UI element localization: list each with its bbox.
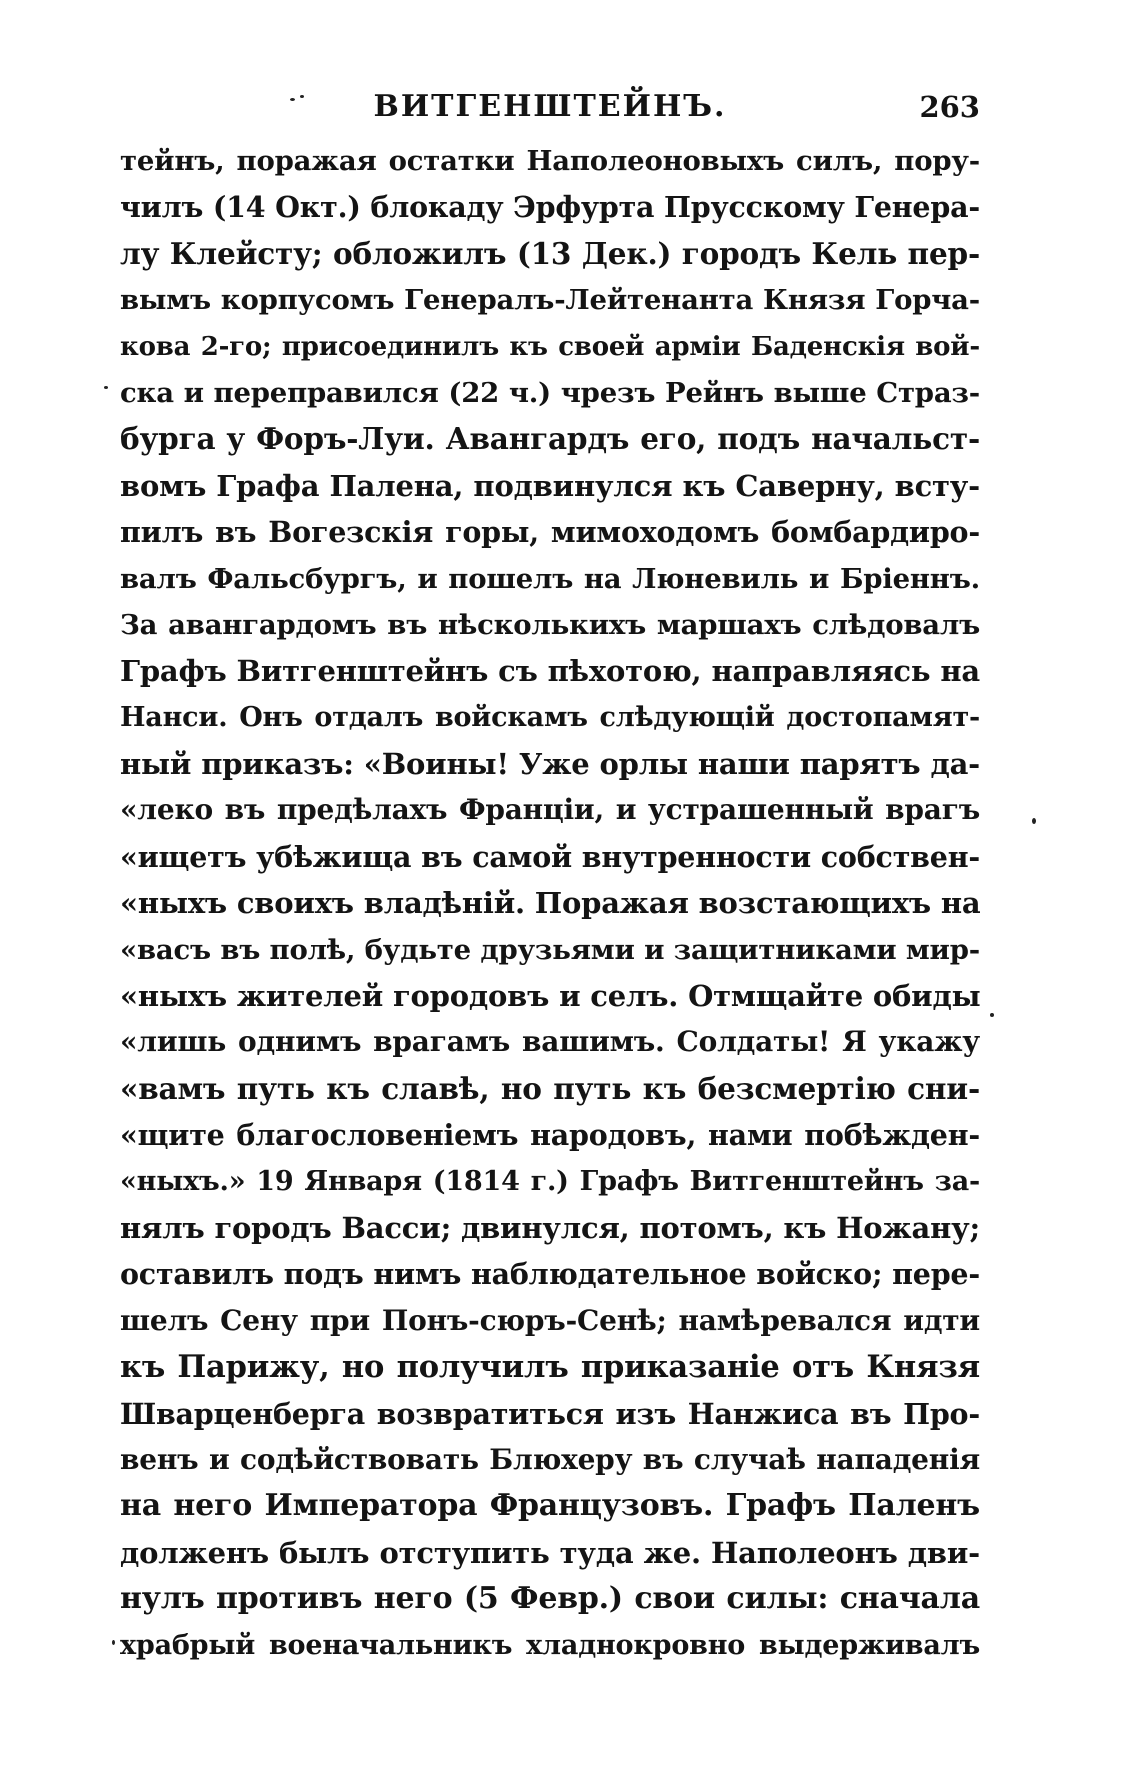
text-line: «щите благословеніемъ народовъ, нами побѣжден- — [120, 1118, 980, 1153]
text-line: венъ и содѣйствовать Блюхеру въ случаѣ нападенія — [120, 1442, 980, 1476]
text-line: ный приказъ: «Воины! Уже орлы наши парятъ да- — [120, 747, 980, 782]
page-header — [120, 82, 980, 132]
text-line: «лишь однимъ врагамъ вашимъ. Солдаты! Я укажу — [120, 1025, 980, 1059]
text-line: шелъ Сену при Понъ-сюръ-Сенѣ; намѣревался идти — [120, 1303, 980, 1337]
text-line: вомъ Графа Палена, подвинулся къ Саверну, всту- — [120, 468, 980, 503]
body-text — [120, 138, 980, 1669]
text-line: тейнъ, поражая остатки Наполеоновыхъ силъ, пору- — [120, 145, 980, 177]
text-line: пилъ въ Вогезскія горы, мимоходомъ бомбардиро- — [120, 515, 980, 550]
text-line: Графъ Витгенштейнъ съ пѣхотою, направляясь на — [120, 654, 980, 689]
text-line: нялъ городъ Васси; двинулся, потомъ, къ Ножану; — [120, 1210, 980, 1245]
text-line: на него Императора Французовъ. Графъ Паленъ — [120, 1488, 980, 1524]
text-line: «леко въ предѣлахъ Франціи, и устрашенный врагъ — [120, 793, 980, 827]
scan-speck — [990, 1013, 994, 1017]
running-title: ВИТГЕНШТЕЙНЪ. — [373, 89, 727, 124]
text-line: «ныхъ своихъ владѣній. Поражая возстающихъ на — [120, 886, 981, 921]
text-line: лу Клейсту; обложилъ (13 Дек.) городъ Кель пер- — [120, 235, 980, 271]
text-line: За авангардомъ въ нѣсколькихъ маршахъ слѣдовалъ — [120, 608, 980, 641]
text-line: чилъ (14 Окт.) блокаду Эрфурта Прусскому Генера- — [120, 190, 980, 225]
text-line: «ищетъ убѣжища въ самой внутренности собствен- — [120, 839, 980, 874]
text-line: «вамъ путь къ славѣ, но путь къ безсмертію сни- — [120, 1070, 980, 1106]
text-line: долженъ былъ отступить туда же. Наполеонъ дви- — [120, 1535, 980, 1570]
page-number: 263 — [919, 90, 980, 124]
scan-speck — [300, 95, 304, 98]
scan-speck — [1032, 818, 1036, 824]
text-line: Шварценберга возвратиться изъ Нанжиса въ Про- — [120, 1396, 980, 1431]
text-line: къ Парижу, но получилъ приказаніе отъ Князя — [120, 1349, 980, 1386]
scan-speck — [112, 1640, 115, 1645]
text-line: оставилъ подъ нимъ наблюдательное войско; пере- — [120, 1257, 980, 1292]
text-line: валъ Фальсбургъ, и пошелъ на Люневиль и Бріеннъ. — [120, 562, 980, 595]
text-line: храбрый военачальникъ хладнокровно выдерживалъ — [120, 1629, 980, 1661]
text-line: «ныхъ жителей городовъ и селъ. Отмщайте обиды — [120, 979, 981, 1014]
scan-speck — [104, 386, 108, 389]
text-line: ска и переправился (22 ч.) чрезъ Рейнъ выше Страз- — [120, 376, 980, 409]
text-line: нулъ противъ него (5 Февр.) свои силы: сначала — [120, 1581, 980, 1617]
text-line: бурга у Форъ-Луи. Авангардъ его, подъ начальст- — [120, 421, 980, 457]
text-line: вымъ корпусомъ Генералъ-Лейтенанта Князя Горча- — [120, 284, 980, 317]
text-line: «ныхъ.» 19 Января (1814 г.) Графъ Витгенштейнъ за- — [120, 1165, 980, 1197]
text-line: «васъ въ полѣ, будьте друзьями и защитниками мир- — [120, 933, 980, 966]
text-line: кова 2-го; присоединилъ къ своей арміи Баденскія вой- — [120, 331, 980, 362]
scan-speck — [290, 98, 295, 101]
text-line: Нанси. Онъ отдалъ войскамъ слѣдующій достопамят- — [120, 701, 980, 733]
